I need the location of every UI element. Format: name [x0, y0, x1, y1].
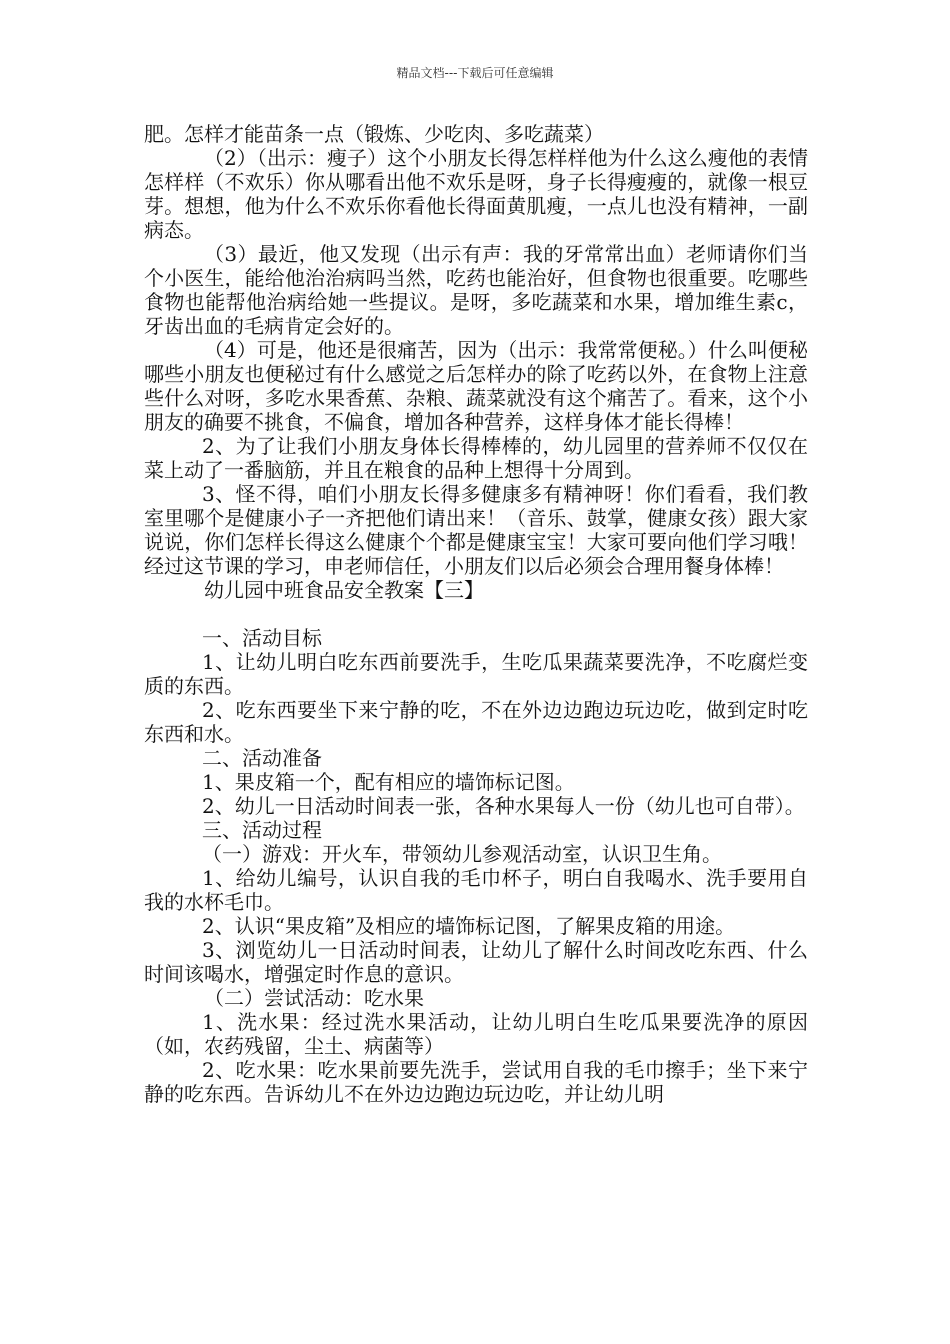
paragraph: 1、果皮箱一个，配有相应的墙饰标记图。: [202, 770, 575, 794]
paragraph: 2、幼儿一日活动时间表一张，各种水果每人一份（幼儿也可自带）。: [202, 794, 805, 818]
paragraph: 肥。怎样才能苗条一点（锻炼、少吃肉、多吃蔬菜）: [144, 122, 604, 146]
paragraph: 3、怪不得，咱们小朋友长得多健康多有精神呀！你们看看，我们教室里哪个是健康小子一齐把他们请出来！（音乐、鼓掌，健康女孩）跟大家说说，你们怎样长得这么健康个个都是健康宝宝！大家可要向他们学习哦！经过这节课的学习，申老师信任，小朋友们以后必须会合理用餐身体棒！: [144, 482, 808, 578]
paragraph: （2）（出示：瘦子）这个小朋友长得怎样样他为什么这么瘦他的表情怎样样（不欢乐）你从哪看出他不欢乐是呀，身子长得瘦瘦的，就像一根豆芽。想想，他为什么不欢乐你看他长得面黄肌瘦，一点儿也没有精神，一副病态。: [144, 146, 808, 242]
paragraph: 1、让幼儿明白吃东西前要洗手，生吃瓜果蔬菜要洗净，不吃腐烂变质的东西。: [144, 650, 808, 698]
paragraph: 2、吃水果：吃水果前要先洗手，尝试用自我的毛巾擦手；坐下来宁静的吃东西。告诉幼儿不在外边边跑边玩边吃，并让幼儿明: [144, 1058, 808, 1106]
paragraph: （4）可是，他还是很痛苦，因为（出示：我常常便秘。）什么叫便秘哪些小朋友也便秘过有什么感觉之后怎样办的除了吃药以外，在食物上注意些什么对呀，多吃水果香蕉、杂粮、蔬菜就没有这个痛苦了。看来，这个小朋友的确要不挑食，不偏食，增加各种营养，这样身体才能长得棒！: [144, 338, 808, 434]
paragraph: 2、吃东西要坐下来宁静的吃，不在外边边跑边玩边吃，做到定时吃东西和水。: [144, 698, 808, 746]
paragraph: 1、洗水果：经过洗水果活动，让幼儿明白生吃瓜果要洗净的原因（如，农药残留，尘土、病菌等）: [144, 1010, 808, 1058]
paragraph: （3）最近，他又发现（出示有声：我的牙常常出血）老师请你们当个小医生，能给他治治病吗当然，吃药也能治好，但食物也很重要。吃哪些食物也能帮他治病给她一些提议。是呀，多吃蔬菜和水果，增加维生素c，牙齿出血的毛病肯定会好的。: [144, 242, 808, 338]
paragraph: （二）尝试活动：吃水果: [204, 986, 424, 1010]
paragraph: 2、认识“果皮箱”及相应的墙饰标记图，了解果皮箱的用途。: [202, 914, 736, 938]
blank-line: [144, 602, 808, 626]
section-heading: 三、活动过程: [202, 818, 322, 842]
page-header: 精品文档---下载后可任意编辑: [396, 66, 554, 80]
paragraph: 3、浏览幼儿一日活动时间表，让幼儿了解什么时间改吃东西、什么时间该喝水，增强定时作息的意识。: [144, 938, 808, 986]
section-heading: 一、活动目标: [202, 626, 322, 650]
section-title: 幼儿园中班食品安全教案【三】: [204, 578, 484, 602]
paragraph: 1、给幼儿编号，认识自我的毛巾杯子，明白自我喝水、洗手要用自我的水杯毛巾。: [144, 866, 808, 914]
document-body: [144, 122, 808, 1106]
section-heading: 二、活动准备: [202, 746, 322, 770]
paragraph: （一）游戏：开火车，带领幼儿参观活动室，认识卫生角。: [202, 842, 722, 866]
paragraph: 2、为了让我们小朋友身体长得棒棒的，幼儿园里的营养师不仅仅在菜上动了一番脑筋，并且在粮食的品种上想得十分周到。: [144, 434, 808, 482]
